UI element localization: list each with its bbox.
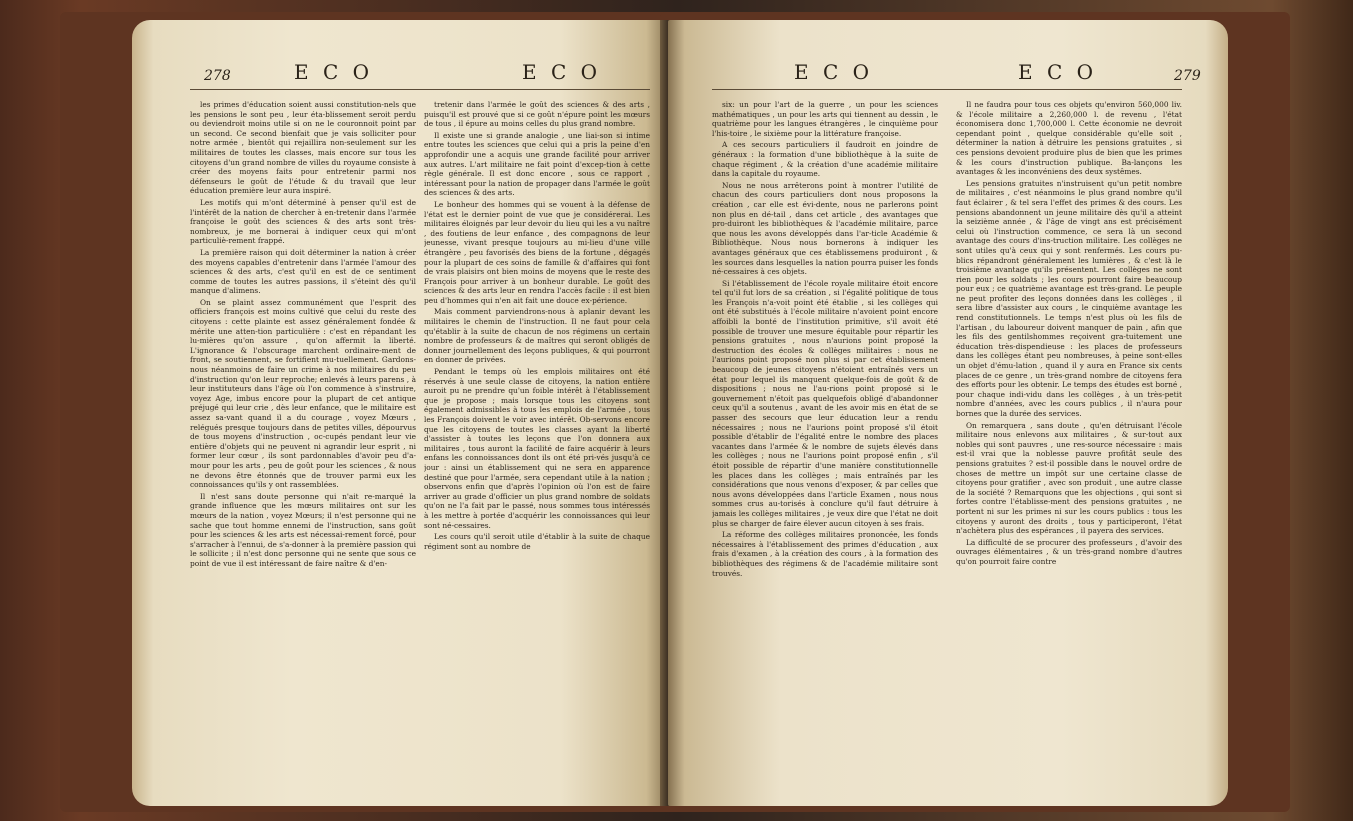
- right-page: [668, 20, 1228, 806]
- paragraph: tretenir dans l'armée le goût des sciences & des arts , puisqu'il est prouvé que si ce goût n'épure point les mœurs de tous , il épure au moins celles du plus grand nombre.: [424, 100, 650, 129]
- header-rule-left: [190, 89, 650, 90]
- paragraph: Il ne faudra pour tous ces objets qu'environ 560,000 liv. & l'école militaire a 2,260,000 l. de revenu , l'état économisera donc 1,700,000 l. Cette économie ne devroit cependant point , quelque considérable qu'elle soit , déterminer la nation à détruire les pensions gratuites , si ces pensions devoient produire plus de bien que les primes & les cours d'instruction publique. Ba-lançons les avantages & les inconvéniens des deux systêmes.: [956, 100, 1182, 177]
- paragraph: La réforme des collèges militaires prononcée, les fonds nécessaires à l'établissement des primes d'éducation , aux frais d'examen , à la création des cours , à la formation des bibliothèques des régimens & de l'académie militaire sont trouvés.: [712, 530, 938, 578]
- page-number-left: 278: [204, 68, 231, 84]
- paragraph: Les motifs qui m'ont déterminé à penser qu'il est de l'intérêt de la nation de chercher à en-tretenir dans l'armée françoise le goût des sciences & des arts sont très-nombreux, je me bornerai à indiquer ceux qui m'ont particuliè-rement frappé.: [190, 197, 416, 246]
- running-head-left-a: E C O: [294, 60, 374, 84]
- paragraph: Les cours qu'il seroit utile d'établir à la suite de chaque régiment sont au nombre de: [424, 532, 650, 551]
- paragraph: Le bonheur des hommes qui se vouent à la défense de l'état est le dernier point de vue que je considérerai. Les militaires éloignés par leur devoir du lieu qui les a vu naître , des foutiens de leur enfance , des compagnons de leur jeunesse, vivant presque toujours au mi-lieu d'une ville étrangère , peu favorisés des biens de la fortune , dégagés pour la plupart de ces soins de famille & d'affaires qui font de vrais plaisirs ont bien moins de moyens que le reste des François pour arriver à un bonheur durable. Le goût des sciences & des arts leur en rendra l'accès facile : il est bien peu d'hommes qui n'en ait fait une douce ex-périence.: [424, 199, 650, 305]
- paragraph: Si l'établissement de l'école royale militaire étoit encore tel qu'il fut lors de sa création , si l'égalité politique de tous les François n'a-voit point été établie , si les collèges qui ont été substitués à l'école militaire n'avoient point encore affoibli la bonté de l'institution primitive, s'il avoit été possible de trouver une mesure équitable pour répartir les pensions gratuites , nous n'aurions point proposé la destruction des écoles & collèges militaires : nous ne l'aurions point proposé non plus si par cet établissement beaucoup de jeunes citoyens n'étoient entraînés vers un état pour lequel ils manquent quelque-fois de goût & de dispositions ; nous ne l'au-rions point proposé si le gouvernement n'étoit pas quelquefois obligé d'abandonner ceux qu'il a soutenus , avant de les avoir mis en état de se passer des secours que leur éducation leur a rendu nécessaires ; nous ne l'aurions point proposé s'il étoit possible d'établir de l'égalité entre le nombre des places vacantes dans l'armée & le nombre de sujets élevés dans les collèges ; nous ne l'aurions point proposé enfin , s'il étoit possible de répartir d'une manière constitutionnelle les places dans les collèges ; mais entraînés par les considérations que nous venons d'exposer, & par celles que nous avons développées dans l'article Examen , nous nous sommes crus au-torisés à conclure qu'il faut détruire à jamais les collèges militaires , je veux dire que l'état ne doit plus se charger de faire élever aucun citoyen à ses frais.: [712, 278, 938, 528]
- paragraph: La difficulté de se procurer des professeurs , d'avoir des ouvrages élémentaires , & un très-grand nombre d'autres qu'on pourroit faire contre: [956, 537, 1182, 566]
- paragraph: Les pensions gratuites n'instruisent qu'un petit nombre de militaires , c'est néanmoins le plus grand nombre qu'il faut éclairer , & tel sera l'effet des primes & des cours. Les pensions abandonnent un jeune militaire dès qu'il a atteint la seizième année , & l'âge de vingt ans est précisément celui où l'instruction commence, ce sera là un second avantage des cours d'ins-truction militaire. Les collèges ne sont utiles qu'à ceux qui y sont renfermés. Les cours pu-blics répandront généralement les lumières , & c'est là le troisième avantage qu'ils présentent. Les collèges ne sont rien pour les soldats ; les cours pourront faire beaucoup pour eux ; ce quatrième avantage est très-grand. Le peuple ne peut profiter des leçons données dans les collèges , il sera libre d'assister aux cours , le cinquième avantage les rend constitutionnels. Le temps n'est plus où les fils de l'artisan , du laboureur doivent manquer de pain , afin que les fils des gentilshommes reçoivent gra-tuitement une éducation très-dispendieuse : les places de professeurs dans les collèges étant peu nombreuses, à peine sont-elles un objet d'ému-lation , quand il y aura en France six cents places de ce genre , un très-grand nombre de citoyens fera des efforts pour les obtenir. Le temps des études est borné , pour chaque indi-vidu dans les collèges , à un très-petit nombre d'années, avec les cours publics , il n'aura pour bornes que la durée des services.: [956, 178, 1182, 418]
- running-head-right-a: E C O: [794, 60, 874, 84]
- running-head-left-b: E C O: [522, 60, 602, 84]
- paragraph: Pendant le temps où les emplois militaires ont été réservés à une seule classe de citoyens, la nation entière auroit pu ne prendre qu'un foible intérêt à l'établissement que je propose ; mais lorsque tous les citoyens sont également admissibles à tous les emplois de l'armée , tous les François doivent le voir avec intérêt. Ob-servons encore que les citoyens de toutes les classes ayant la liberté d'assister à toutes les leçons que l'on donnera aux militaires , tous auront la facilité de faire acquérir à leurs enfans les connoissances dont ils ont été pri-vés jusqu'à ce jour : ainsi un établissement qui ne sera en apparence destiné que pour l'armée, sera cependant utile à la nation ; observons enfin que d'après l'opinion où l'on est de faire arriver au grade d'officier un plus grand nombre de soldats qu'on ne l'a fait par le passé, nous sommes tous intéressés à les mettre à portée d'acquérir les connoissances qui leur sont né-cessaires.: [424, 367, 650, 530]
- left-page-column-2: [424, 100, 650, 740]
- paragraph: Il existe une si grande analogie , une liai-son si intime entre toutes les sciences que celui qui a pris la peine d'en approfondir une a acquis une grande facilité pour arriver aux autres. L'art militaire ne fait point d'excep-tion à cette règle générale. Il est donc encore , sous ce rapport , intéressant pour la nation de propager dans l'armée le goût des sciences & des arts.: [424, 130, 650, 198]
- paragraph: Nous ne nous arrêterons point à montrer l'utilité de chacun des cours particuliers dont nous proposons la création , car elle est évi-dente, nous ne parlerons point non plus en dé-tail , dans cet article , des avantages que pro-duiront les bibliothèques & l'académie militaire, parce que nous les avons développés dans l'ar-ticle Académie & Bibliothèque. Nous nous bornerons à indiquer les avantages généraux que ces établissemens produiront , & les sources dans lesquelles la nation pourra puiser les fonds né-cessaires à ces objets.: [712, 180, 938, 277]
- running-head-right-b: E C O: [1018, 60, 1098, 84]
- right-page-column-1: [712, 100, 938, 740]
- paragraph: La première raison qui doit déterminer la nation à créer des moyens capables d'entretenir dans l'armée l'amour des sciences & des arts, c'est qu'il en est de ce sentiment comme de toutes les autres passions, il s'éteint dès qu'il manque d'alimens.: [190, 247, 416, 296]
- paragraph: les primes d'éducation soient aussi constitution-nels que les pensions le sont peu , leur éta-blissement seroit perdu ou deviendroit moins utile si on ne le couronnoit point par un second. Ce second bienfait que je vais solliciter pour notre armée , bientôt qui rejaillira non-seulement sur les militaires de toutes les classes, mais encore sur tous les citoyens d'un grand nombre de villes du royaume consiste à créer des moyens faits pour entretenir parmi nos défenseurs le goût de l'étude & du travail que leur éducation première leur aura inspiré.: [190, 100, 416, 196]
- right-page-column-2: [956, 100, 1182, 740]
- left-page: [132, 20, 668, 806]
- paragraph: Mais comment parviendrons-nous à aplanir devant les militaires le chemin de l'instruction. Il ne faut pour cela qu'établir à la suite de chacun de nos régimens un certain nombre de professeurs & de maîtres qui seront obligés de donner journellement des leçons publiques, & qui pourront en donner de privées.: [424, 307, 650, 365]
- paragraph: Il n'est sans doute personne qui n'ait re-marqué la grande influence que les mœurs militaires ont sur les mœurs de la nation , voyez Mœurs; il n'est personne qui ne sache que tout homme ennemi de l'instruction, sans goût pour les sciences & les arts est nécessai-rement forcé, pour s'arracher à l'ennui, de s'a-donner à la première passion qui le sollicite ; il n'est donc personne qui ne sente que sous ce point de vue il est intéressant de faire naître & d'en-: [190, 491, 416, 568]
- header-rule-right: [712, 89, 1182, 90]
- left-page-column-1: [190, 100, 416, 740]
- page-number-right: 279: [1174, 68, 1201, 84]
- paragraph: six: un pour l'art de la guerre , un pour les sciences mathématiques , un pour les arts qui tiennent au dessin , le quatrième pour les langues étrangères , le cinquième pour l'his-toire , le sixième pour la littérature françoise.: [712, 100, 938, 138]
- paragraph: A ces secours particuliers il faudroit en joindre de généraux : la formation d'une bibliothèque à la suite de chaque régiment , & la création d'une académie militaire dans la capitale du royaume.: [712, 140, 938, 179]
- paragraph: On remarquera , sans doute , qu'en détruisant l'école militaire nous enlevons aux militaires , & sur-tout aux nobles qui sont pauvres , une res-source nécessaire : mais est-il vrai que la noblesse pauvre profitât seule des pensions gratuites ? est-il possible dans le nouvel ordre de choses de mettre un impôt sur une certaine classe de citoyens pour gratifier , avec son produit , une autre classe de la société ? Remarquons que les objections , qui sont si fortes contre l'établisse-ment des pensions gratuites , ne portent ni sur les primes ni sur les cours publics : tous les citoyens y auront des droits , tous y participeront, l'état n'achètera plus des espérances , il payera des services.: [956, 420, 1182, 536]
- paragraph: On se plaint assez communément que l'esprit des officiers françois est moins cultivé que celui du reste des citoyens : cette plainte est assez généralement fondée & mérite une atten-tion particulière : c'est en répandant les lu-mières qu'on assure , qu'on affermit la liberté. L'ignorance & l'obscurage marchent ordinaire-ment de front, se soutiennent, se fortifient mu-tuellement. Gardons-nous néanmoins de faire un crime à nos militaires du peu d'instruction qu'on leur reproche; enlevés à leurs parens , à leur instituteurs dans l'âge où l'on commence à s'instruire, voyez Age, imbus encore pour la plupart de cet antique préjugé qui leur crie , dès leur enfance, que le militaire est assez sa-vant quand il a du courage , voyez Mœurs , relégués presque toujours dans de petites villes, dépourvus de tous moyens d'instruction , oc-cupés pendant leur vie entière d'objets qui ne peuvent ni agrandir leur esprit , ni former leur cœur , ils sont pardonnables d'avoir peu d'a-mour pour les arts , peu de goût pour les sciences , & nous ne devons être étonnés que de trouver parmi eux les connoissances qu'ils y ont rassemblées.: [190, 297, 416, 490]
